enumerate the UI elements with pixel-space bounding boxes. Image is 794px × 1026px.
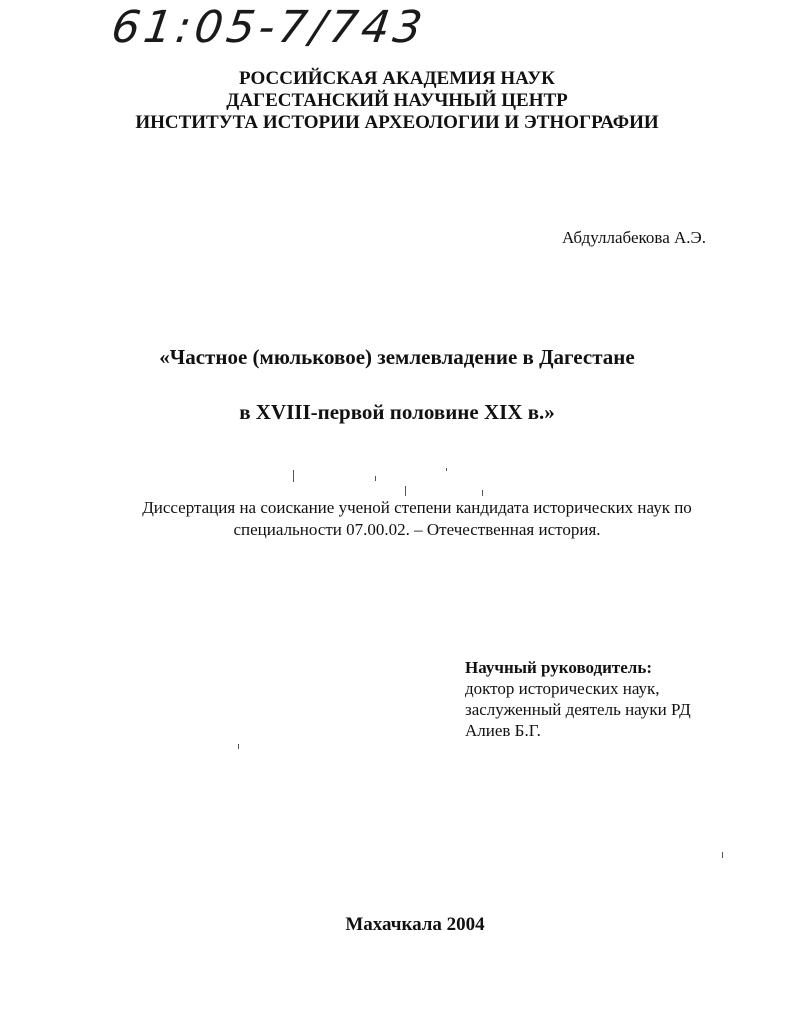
supervisor-block [465, 657, 691, 741]
supervisor-degree: доктор исторических наук, [465, 679, 660, 698]
scan-speck [446, 468, 447, 471]
dissertation-description [0, 497, 794, 541]
description-line-1: Диссертация на соискание ученой степени кандидата исторических наук по [142, 498, 692, 517]
scan-speck [405, 486, 406, 496]
supervisor-honor: заслуженный деятель науки РД [465, 700, 691, 719]
title-line-2: в XVIII-первой половине XIX в.» [239, 400, 555, 424]
title-line-1: «Частное (мюльковое) землевладение в Дагестане [159, 345, 635, 369]
supervisor-name: Алиев Б.Г. [465, 721, 541, 740]
header-line-center: ДАГЕСТАНСКИЙ НАУЧНЫЙ ЦЕНТР [226, 90, 568, 111]
institution-header [0, 68, 794, 134]
description-line-2: специальности 07.00.02. – Отечественная история. [233, 520, 601, 539]
scan-speck [375, 476, 376, 481]
handwritten-catalog-number: 61:05-7/743 [108, 2, 430, 53]
header-line-academy: РОССИЙСКАЯ АКАДЕМИЯ НАУК [239, 68, 555, 89]
supervisor-label: Научный руководитель: [465, 658, 652, 677]
scan-speck [722, 852, 723, 858]
header-line-institute: ИНСТИТУТА ИСТОРИИ АРХЕОЛОГИИ И ЭТНОГРАФИИ [135, 112, 659, 133]
author-name: Абдуллабекова А.Э. [561, 228, 706, 247]
scan-speck [238, 744, 239, 749]
scan-speck [482, 490, 483, 496]
scan-speck [293, 470, 294, 482]
city-year: Махачкала 2004 [345, 914, 485, 935]
